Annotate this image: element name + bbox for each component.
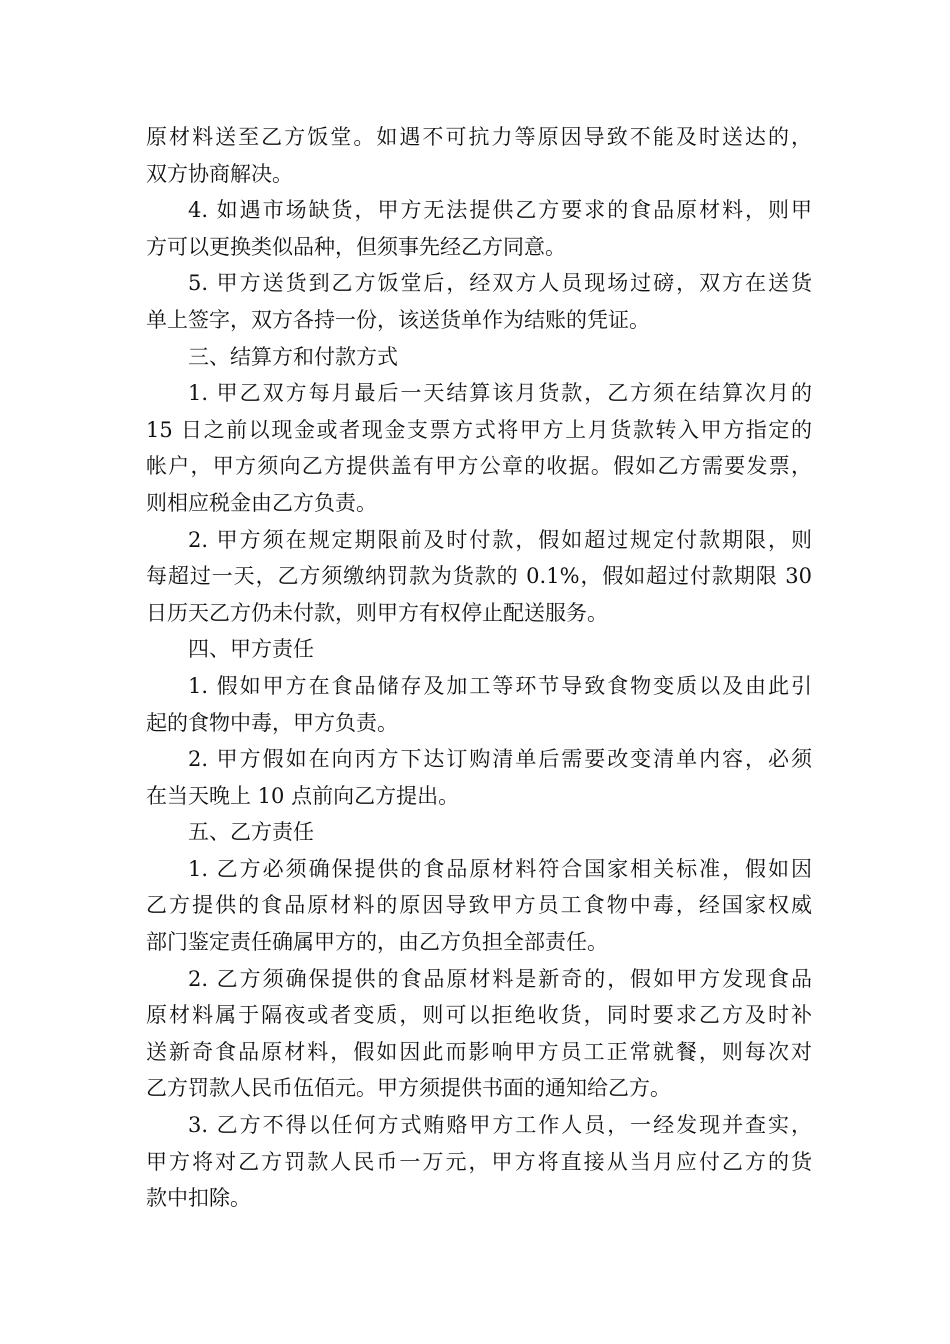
section-heading: 五、乙方责任 [188,820,314,845]
text-line: 甲方将对乙方罚款人民币一万元，甲方将直接从当月应付乙方的货 [146,1149,812,1174]
text-line: 5. 甲方送货到乙方饭堂后，经双方人员现场过磅，双方在送货 [188,271,812,296]
text-line: 原材料属于隔夜或者变质，则可以拒绝收货，同时要求乙方及时补 [146,1003,812,1028]
text-line: 1. 甲乙双方每月最后一天结算该月货款，乙方须在结算次月的 [188,381,812,406]
text-line: 2. 甲方须在规定期限前及时付款，假如超过规定付款期限，则 [188,527,812,552]
text-line: 部门鉴定责任确属甲方的，由乙方负担全部责任。 [146,930,608,955]
text-line: 款中扣除。 [146,1186,251,1211]
text-line: 单上签字，双方各持一份，该送货单作为结账的凭证。 [146,307,650,332]
text-line: 日历天乙方仍未付款，则甲方有权停止配送服务。 [146,600,608,625]
text-line: 乙方罚款人民币伍佰元。甲方须提供书面的通知给乙方。 [146,1076,671,1101]
text-line: 1. 假如甲方在食品储存及加工等环节导致食物变质以及由此引 [188,673,812,698]
text-line: 送新奇食品原材料，假如因此而影响甲方员工正常就餐，则每次对 [146,1039,812,1064]
text-line: 2. 甲方假如在向丙方下达订购清单后需要改变清单内容，必须 [188,747,812,772]
text-line: 帐户，甲方须向乙方提供盖有甲方公章的收据。假如乙方需要发票， [146,454,812,479]
text-line: 每超过一天，乙方须缴纳罚款为货款的 0.1%，假如超过付款期限 30 [146,564,812,589]
text-line: 在当天晚上 10 点前向乙方提出。 [146,783,460,808]
document-body [146,119,812,1217]
text-line: 起的食物中毒，甲方负责。 [146,710,398,735]
text-line: 4. 如遇市场缺货，甲方无法提供乙方要求的食品原材料，则甲 [188,198,812,223]
text-line: 1. 乙方必须确保提供的食品原材料符合国家相关标准，假如因 [188,856,812,881]
text-line: 则相应税金由乙方负责。 [146,490,377,515]
text-line: 双方协商解决。 [146,161,293,186]
section-heading: 四、甲方责任 [188,637,314,662]
text-line: 原材料送至乙方饭堂。如遇不可抗力等原因导致不能及时送达的， [146,125,812,149]
text-line: 乙方提供的食品原材料的原因导致甲方员工食物中毒，经国家权威 [146,893,812,918]
text-line: 15 日之前以现金或者现金支票方式将甲方上月货款转入甲方指定的 [146,417,812,442]
section-heading: 三、结算方和付款方式 [188,344,398,369]
text-line: 3. 乙方不得以任何方式贿赂甲方工作人员，一经发现并查实， [188,1113,812,1138]
text-line: 方可以更换类似品种，但须事先经乙方同意。 [146,234,566,259]
text-line: 2. 乙方须确保提供的食品原材料是新奇的，假如甲方发现食品 [188,966,812,991]
